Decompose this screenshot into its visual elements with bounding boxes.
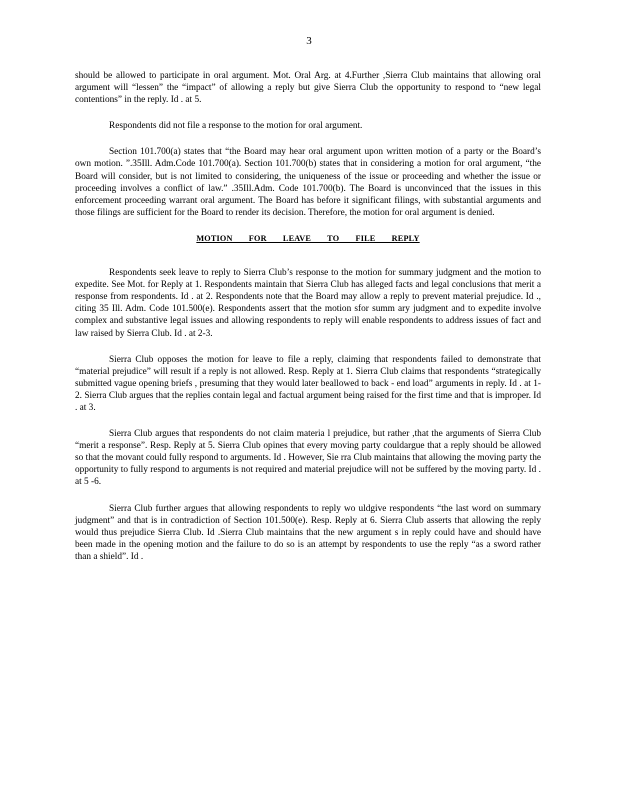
- paragraph-oral-argument-continued: should be allowed to participate in oral argument. Mot. Oral Arg. at 4.Further ,Sierra Club maintains that allowing oral argument will “lessen” the “impact” of allowing a reply but give Sierra Club the opportunity to respond to “new legal contentions” in the reply. Id . at 5.: [75, 71, 541, 106]
- paragraph-sierra-club-further-argues: Sierra Club further argues that allowing respondents to reply wo uldgive respondents “the last word on summary judgment” and that is in contradiction of Section 101.500(e). Resp. Reply at 6. Sierra Club asserts that allowing the reply would thus prejudice Sierra Club. Id .Sierra Club maintains that the new argument s in reply could have and should have been made in the opening motion and the failure to do so is an attempt by respondents to use the reply “as a sword rather than a shield”. Id .: [75, 503, 541, 562]
- paragraph-sierra-club-argues: Sierra Club argues that respondents do not claim materia l prejudice, but rather ,that the arguments of Sierra Club “merit a response”. Resp. Reply at 5. Sierra Club opines that every moving party couldargue that a reply should be allowed so that the movant could fully respond to arguments. Id . However, Sie rra Club maintains that allowing the moving party the opportunity to fully respond to arguments is not required and material prejudice will not be suffered by the moving party. Id . at 5 -6.: [75, 429, 541, 488]
- paragraph-section-101-700: Section 101.700(a) states that “the Board may hear oral argument upon written motion of a party or the Board’s own motion. ”.35Ill. Adm.Code 101.700(a). Section 101.700(b) states that in considering a motion for oral argument, “the Board will consider, but is not limited to considering, the uniqueness of the issue or proceeding and whether the issue or proceeding involves a conflict of law.” .35Ill.Adm. Code 101.700(b). The Board is unconvinced that the issues in this enforcement proceeding warrant oral argument. The Board has before it significant filings, with substantial arguments and those filings are sufficient for the Board to render its decision. Therefore, the motion for oral argument is denied.: [75, 147, 541, 218]
- section-heading: MOTION FOR LEAVE TO FILE REPLY: [196, 233, 420, 243]
- paragraph-no-response: Respondents did not file a response to the motion for oral argument.: [109, 121, 363, 132]
- paragraph-respondents-seek-leave: Respondents seek leave to reply to Sierra Club’s response to the motion for summary judgment and the motion to expedite. See Mot. for Reply at 1. Respondents maintain that Sierra Club has alleged facts and legal conclusions that merit a response from respondents. Id . at 2. Respondents note that the Board may allow a reply to prevent material prejudice. Id ., citing 35 Ill. Adm. Code 101.500(e). Respondents assert that the motion sfor summ ary judgment and to expedite involve complex and substantive legal issues and allowing respondents to reply will enable respondents to address issues of fact and law raised by Sierra Club. Id . at 2-3.: [75, 268, 541, 339]
- page-number: 3: [306, 35, 312, 47]
- document-body: [75, 70, 541, 577]
- paragraph-sierra-club-opposes: Sierra Club opposes the motion for leave to file a reply, claiming that respondents failed to demonstrate that “material prejudice” will result if a reply is not allowed. Resp. Reply at 1. Sierra Club claims that respondents “strategically submitted vague opening briefs , presuming that they would later beallowed to back - end load” arguments in reply. Id . at 1-2. Sierra Club argues that the replies contain legal and factual argument being raised for the first time and that is improper. Id . at 3.: [75, 354, 541, 413]
